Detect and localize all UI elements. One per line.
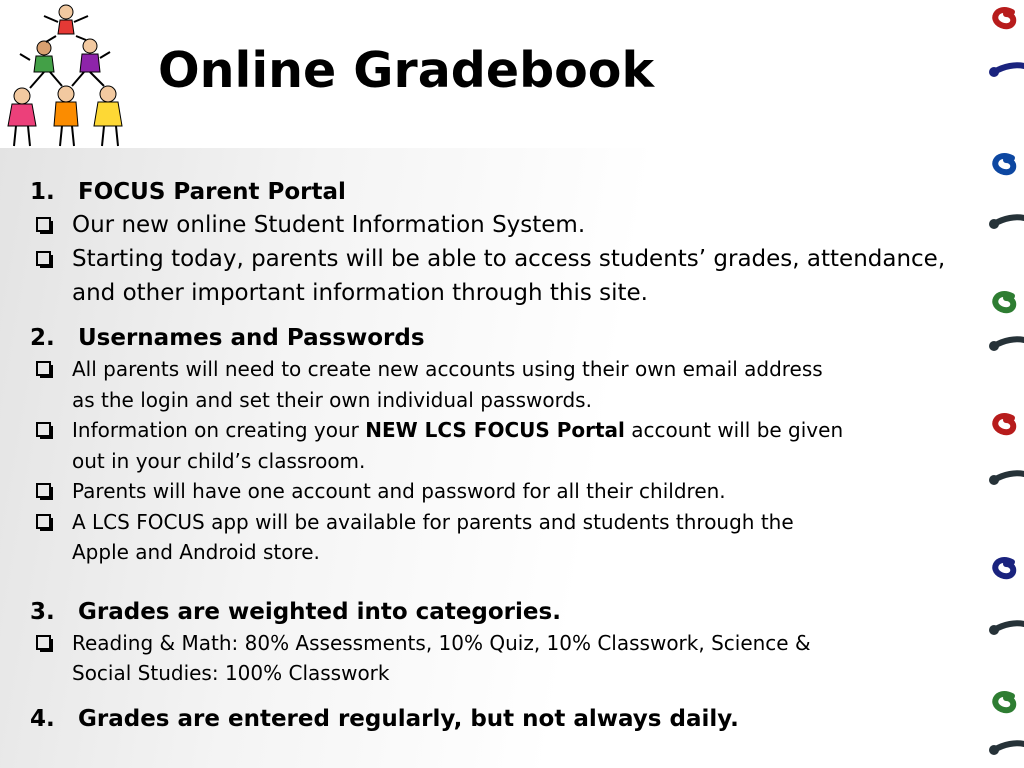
bullet-text-continued: Social Studies: 100% Classwork <box>72 661 390 685</box>
list-item <box>30 628 990 689</box>
slide-content <box>30 176 990 735</box>
bullet-text: Our new online Student Information System. <box>72 212 586 238</box>
list-item <box>30 208 990 242</box>
bullet-text: Starting today, parents will be able to access students’ grades, attendance, and other important information through this site. <box>72 246 946 306</box>
checkbox-bullet-icon <box>36 635 51 650</box>
checkbox-bullet-icon <box>36 217 51 232</box>
section-title: Grades are weighted into categories. <box>78 598 561 625</box>
section-title: Usernames and Passwords <box>78 325 425 351</box>
section-number: 3. <box>30 598 55 625</box>
section-title: FOCUS Parent Portal <box>78 179 346 205</box>
list-item <box>30 415 990 476</box>
section-number: 1. <box>30 179 55 205</box>
list-item <box>30 354 990 415</box>
bullet-text-continued: as the login and set their own individual passwords. <box>72 387 592 412</box>
bullet-text-continued: Apple and Android store. <box>72 540 320 564</box>
bullet-text-bold: NEW LCS FOCUS Portal <box>365 418 625 442</box>
page-title: Online Gradebook <box>158 42 655 99</box>
section-title: Grades are entered regularly, but not always daily. <box>78 705 739 732</box>
bullet-text: Reading & Math: 80% Assessments, 10% Quiz, 10% Classwork, Science & <box>72 630 811 655</box>
list-item <box>30 476 990 507</box>
checkbox-bullet-icon <box>36 251 51 266</box>
checkbox-bullet-icon <box>36 483 51 498</box>
checkbox-bullet-icon <box>36 361 51 376</box>
section-number: 2. <box>30 325 55 351</box>
bullet-text-continued: out in your child’s classroom. <box>72 448 366 473</box>
section-number: 4. <box>30 705 55 732</box>
bullet-text: A LCS FOCUS app will be available for parents and students through the <box>72 509 794 534</box>
section-heading <box>30 596 990 628</box>
checkbox-bullet-icon <box>36 422 51 437</box>
list-item <box>30 507 990 568</box>
list-item <box>30 242 952 310</box>
bullet-text: Information on creating your <box>72 418 366 442</box>
bullet-text: account will be given <box>624 418 844 442</box>
checkbox-bullet-icon <box>36 514 51 529</box>
bullet-text: Parents will have one account and password for all their children. <box>72 479 726 503</box>
bullet-text: All parents will need to create new accounts using their own email address <box>72 357 823 381</box>
section-heading <box>30 703 990 735</box>
kids-clipart-icon <box>0 0 135 150</box>
section-heading <box>30 322 990 354</box>
section-heading <box>30 176 990 208</box>
